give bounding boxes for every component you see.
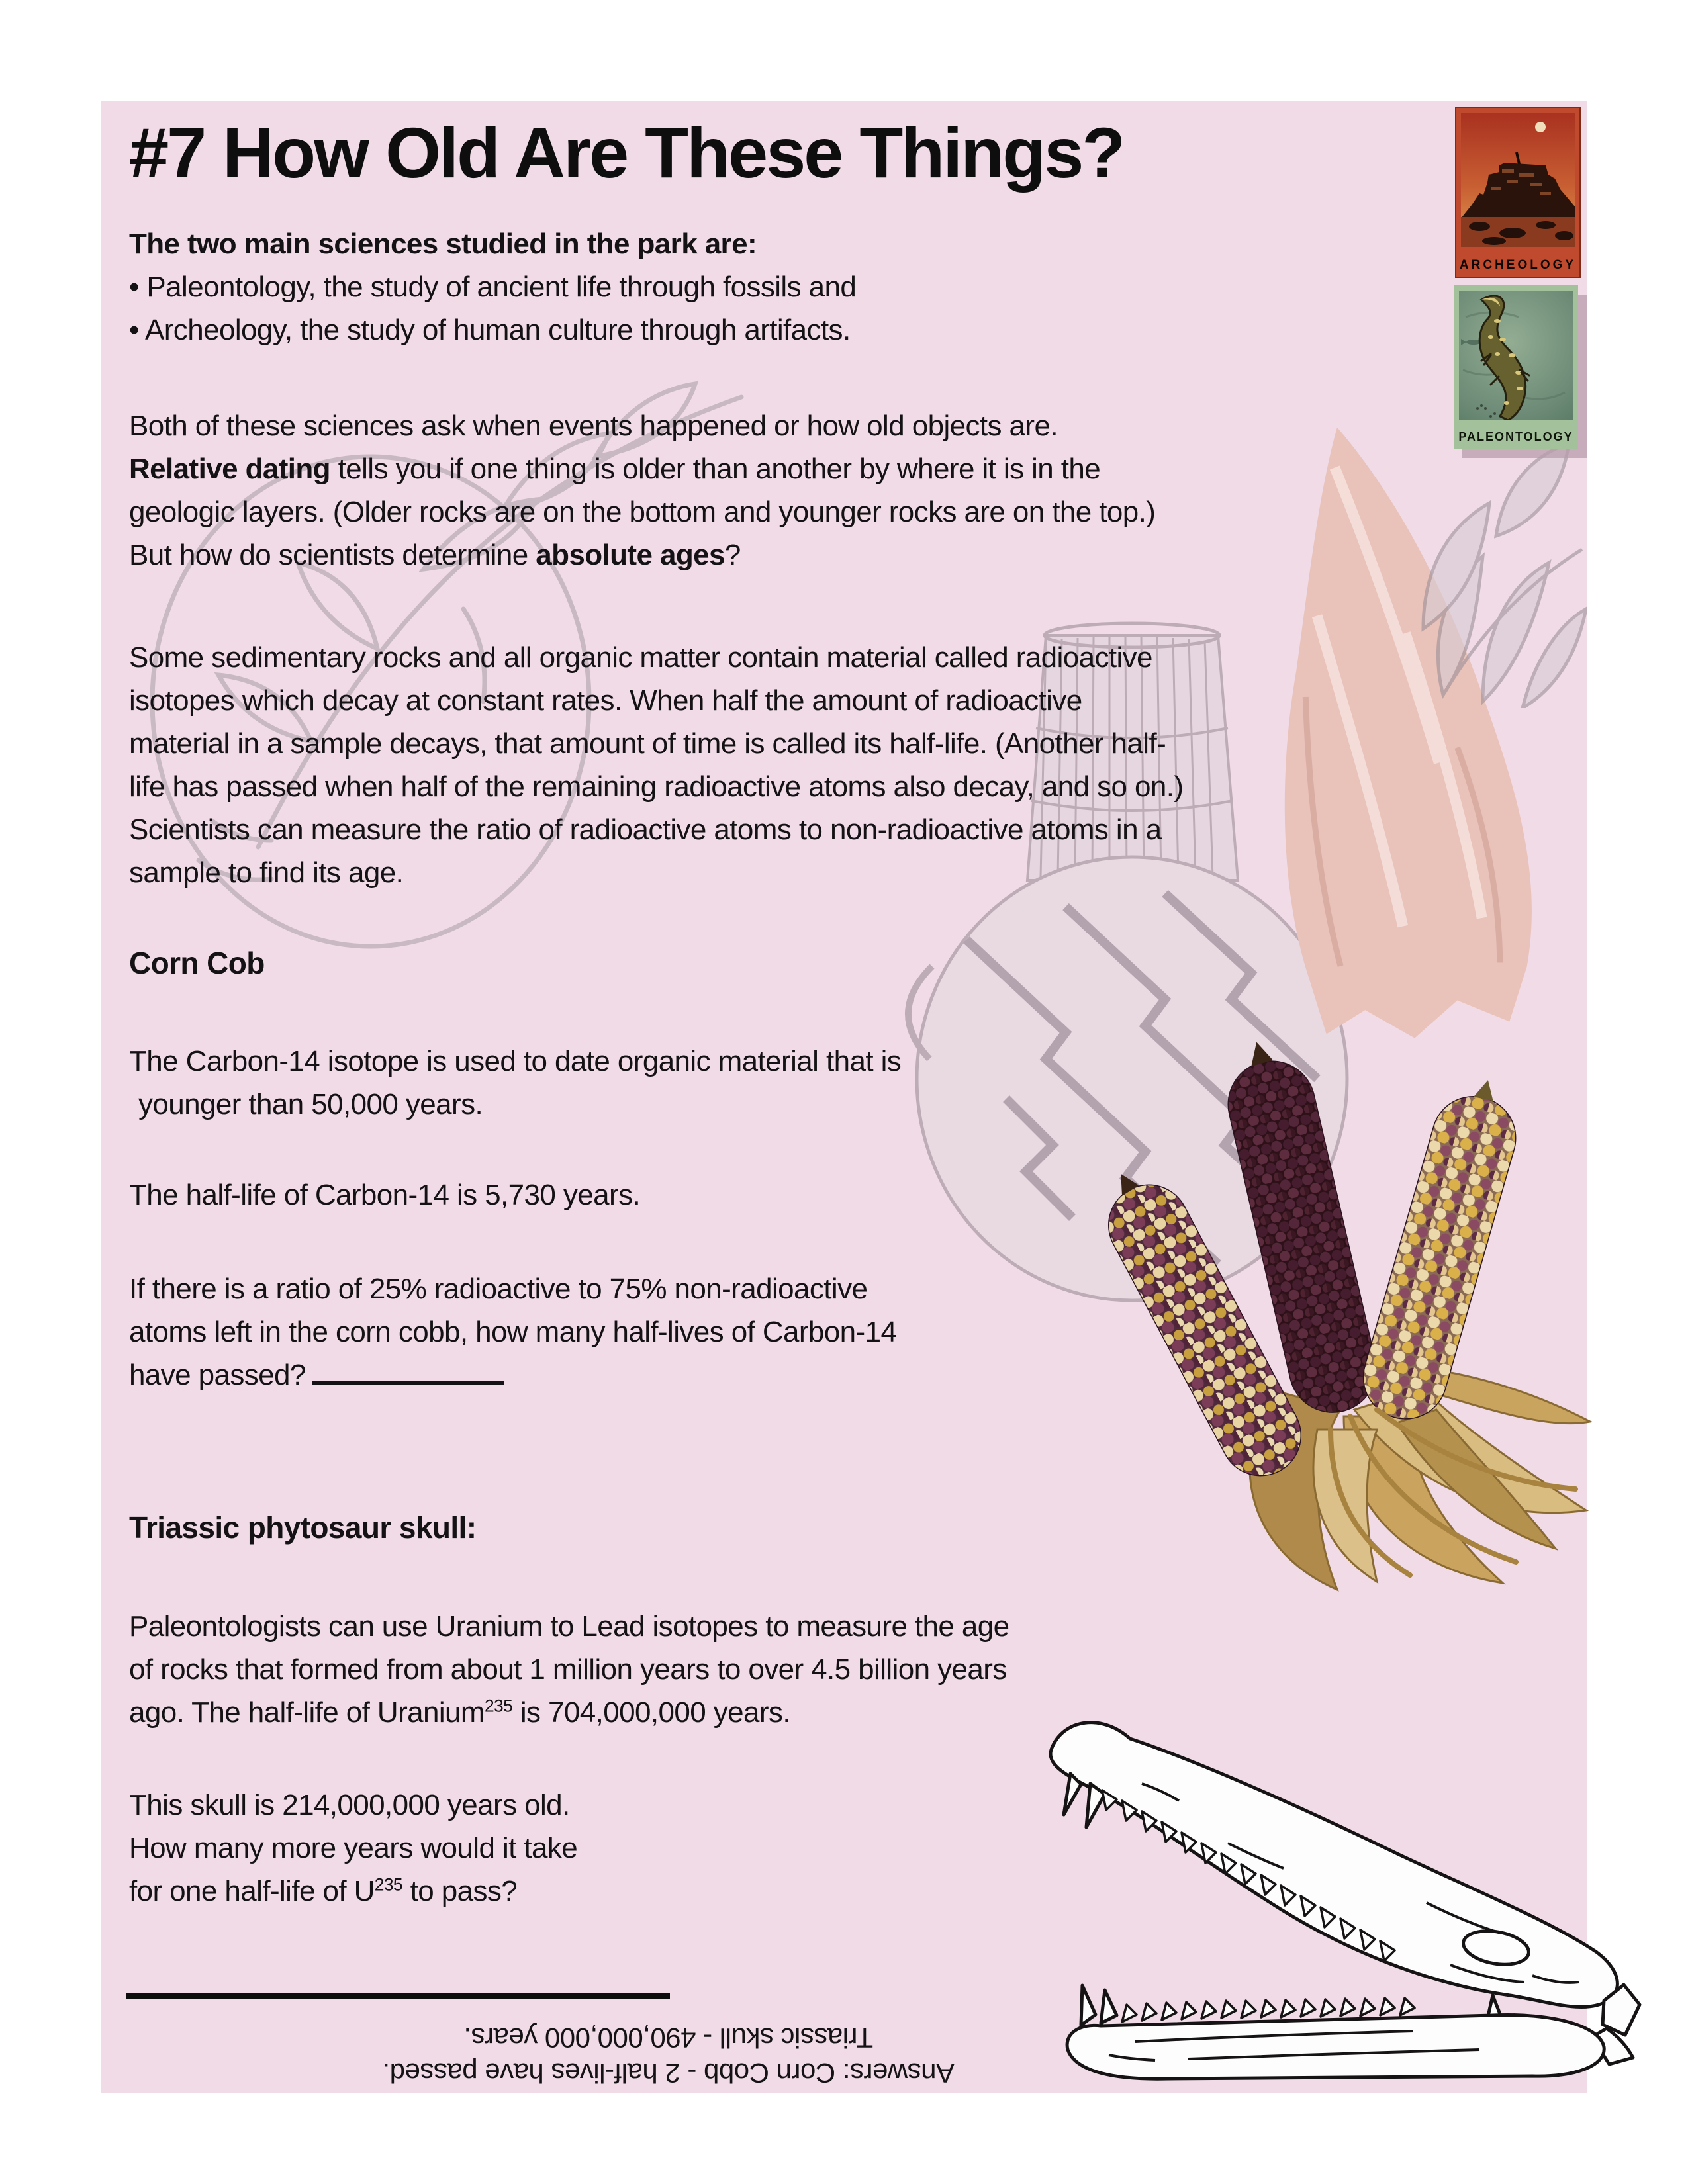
isotopes-line-2: isotopes which decay at constant rates. When half the amount of radioactive <box>129 684 1082 717</box>
dating-line-2 <box>129 447 1155 490</box>
ruins-icon <box>1461 113 1575 247</box>
bullet-archeology: • Archeology, the study of human culture through artifacts. <box>129 314 851 346</box>
carbon14-line-2: younger than 50,000 years. <box>138 1088 483 1120</box>
isotopes-paragraph <box>129 636 1183 894</box>
archeology-logo <box>1456 108 1579 277</box>
skull-question-line-3-pre: for one half-life of U <box>129 1875 375 1907</box>
skull-question-paragraph <box>129 1784 577 1913</box>
carbon14-line-1: The Carbon-14 isotope is used to date organic material that is <box>129 1045 902 1077</box>
skull-question-line-2: How many more years would it take <box>129 1832 578 1864</box>
intro-block <box>129 222 856 351</box>
dating-line-3: geologic layers. (Older rocks are on the bottom and younger rocks are on the top.) <box>129 496 1156 528</box>
page-title: #7 How Old Are These Things? <box>129 113 1124 193</box>
halflife-line <box>129 1173 640 1216</box>
corn-question-line-1: If there is a ratio of 25% radioactive to 75% non-radioactive <box>129 1273 868 1305</box>
upside-down-answers <box>351 2021 986 2091</box>
uranium-isotope-sup: 235 <box>484 1696 513 1716</box>
intro-heading: The two main sciences studied in the park are: <box>129 228 757 260</box>
uranium-line-3-pre: ago. The half-life of Uranium <box>129 1696 485 1729</box>
isotopes-line-1: Some sedimentary rocks and all organic matter contain material called radioactive <box>129 641 1152 674</box>
u235-sup: 235 <box>374 1874 403 1895</box>
corn-answer-blank[interactable] <box>312 1361 504 1385</box>
carbon14-paragraph <box>129 1040 901 1126</box>
answers-line-1: Answers: Corn Cobb - 2 half-lives have passed. <box>382 2058 955 2089</box>
isotopes-line-4: life has passed when half of the remaining radioactive atoms also decay, and so on.) <box>129 770 1184 803</box>
skull-question-line-3-post: to pass? <box>402 1875 518 1907</box>
corn-question-line-2: atoms left in the corn cobb, how many half-lives of Carbon-14 <box>129 1316 897 1348</box>
uranium-line-3 <box>129 1691 1009 1734</box>
dating-line-4 <box>129 533 1155 576</box>
phytosaur-heading: Triassic phytosaur skull: <box>129 1510 477 1545</box>
isotopes-line-5: Scientists can measure the ratio of radioactive atoms to non-radioactive atoms in a <box>129 813 1162 846</box>
uranium-line-3-post: is 704,000,000 years. <box>512 1696 790 1729</box>
uranium-paragraph <box>129 1605 1009 1734</box>
answers-line-2: Triassic skull - 490,000,000 years. <box>463 2023 874 2054</box>
phytosaur-skull-image <box>1029 1684 1645 2095</box>
corn-question-paragraph <box>129 1267 896 1396</box>
carbon14-halflife: The half-life of Carbon-14 is 5,730 years. <box>129 1179 641 1211</box>
dating-line-2-rest: tells you if one thing is older than another by where it is in the <box>330 453 1101 485</box>
isotopes-line-6: sample to find its age. <box>129 856 404 889</box>
isotopes-line-3: material in a sample decays, that amount of time is called its half-life. (Another half- <box>129 727 1166 760</box>
phytosaur-swimming-icon <box>1459 291 1573 420</box>
uranium-line-1: Paleontologists can use Uranium to Lead isotopes to measure the age <box>129 1610 1009 1643</box>
corn-cob-heading: Corn Cob <box>129 946 265 980</box>
skull-answer-blank-rule[interactable] <box>126 1993 670 1999</box>
archeology-logo-label: ARCHEOLOGY <box>1459 258 1577 272</box>
uranium-line-2: of rocks that formed from about 1 million years to over 4.5 billion years <box>129 1653 1007 1686</box>
skull-question-line-3 <box>129 1870 577 1913</box>
skull-question-line-1: This skull is 214,000,000 years old. <box>129 1789 570 1821</box>
leaf-branch-watermark <box>1403 430 1587 708</box>
relative-dating-paragraph <box>129 404 1155 576</box>
corn-question-text: have passed? <box>129 1359 306 1391</box>
absolute-ages-term: absolute ages <box>536 539 725 571</box>
corn-question-line-3 <box>129 1353 896 1396</box>
bullet-paleontology: • Paleontology, the study of ancient life through fossils and <box>129 271 857 303</box>
paleontology-logo-label: PALEONTOLOGY <box>1458 430 1573 443</box>
relative-dating-term: Relative dating <box>129 453 330 485</box>
dating-line-4-post: ? <box>724 539 741 571</box>
paleontology-logo <box>1454 285 1578 449</box>
dating-line-4-pre: But how do scientists determine <box>129 539 536 571</box>
archeology-logo-image <box>1461 113 1575 247</box>
corn-cobs-image <box>1066 1019 1595 1602</box>
paleontology-logo-image <box>1459 291 1573 420</box>
dating-line-1: Both of these sciences ask when events happened or how old objects are. <box>129 410 1058 442</box>
